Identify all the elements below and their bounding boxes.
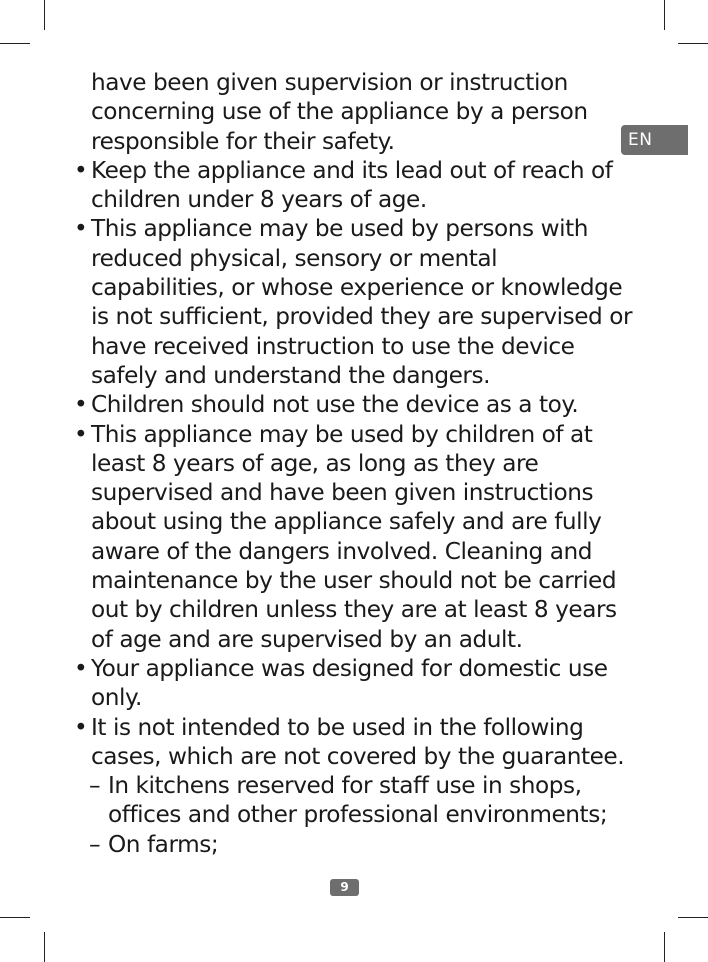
bullet-item: • This appliance may be used by children of at least 8 years of age, as long as they are supervised and have been given instructions about using the appliance safely and are fully aware of the dangers involved. Cleaning and maintenance by the user should not be carried out by children unless they are at least 8 years of age and are supervised by an adult.: [74, 420, 634, 654]
page-number: 9: [330, 879, 359, 896]
crop-mark: [0, 917, 30, 918]
crop-mark: [678, 917, 708, 918]
bullet-item: • Children should not use the device as a toy.: [74, 390, 634, 419]
language-tab: EN: [621, 125, 688, 155]
crop-mark: [664, 0, 665, 30]
crop-mark: [0, 43, 30, 44]
bullet-item: • This appliance may be used by persons with reduced physical, sensory or mental capabilities, or whose experience or knowledge is not sufficient, provided they are supervised or have received instruction to use the device safely and understand the dangers.: [74, 214, 634, 390]
bullet-item: • It is not intended to be used in the following cases, which are not covered by the guarantee.: [74, 713, 634, 772]
safety-instructions: [74, 68, 634, 859]
bullet-item: • Keep the appliance and its lead out of reach of children under 8 years of age.: [74, 156, 634, 215]
dash-item: – In kitchens reserved for staff use in shops, offices and other professional environments;: [74, 771, 634, 830]
crop-mark: [44, 0, 45, 30]
bullet-item: • Your appliance was designed for domestic use only.: [74, 654, 634, 713]
continuation-paragraph: have been given supervision or instruction concerning use of the appliance by a person responsible for their safety.: [91, 69, 588, 155]
crop-mark: [664, 932, 665, 962]
crop-mark: [678, 43, 708, 44]
dash-item: – On farms;: [74, 830, 634, 859]
crop-mark: [44, 932, 45, 962]
